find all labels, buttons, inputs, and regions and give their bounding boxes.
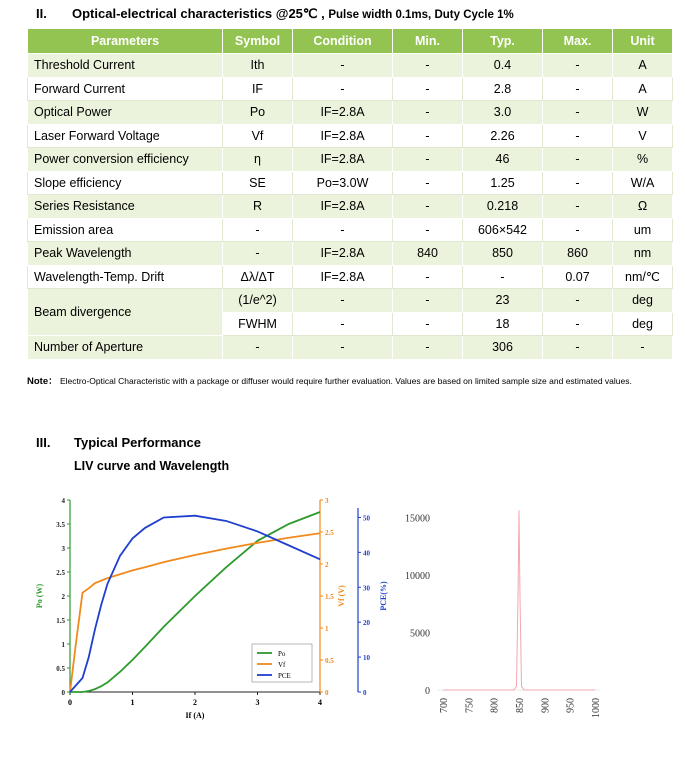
param-cell: Wavelength-Temp. Drift <box>28 265 223 289</box>
condition-cell: IF=2.8A <box>293 101 393 125</box>
y-tick-label: 4 <box>61 497 65 505</box>
legend-label: Po <box>278 650 286 658</box>
header-cell: Parameters <box>28 29 223 54</box>
x-axis-label: If (A) <box>185 711 205 720</box>
min-cell: - <box>393 77 463 101</box>
condition-cell: IF=2.8A <box>293 148 393 172</box>
min-cell: - <box>393 336 463 360</box>
max-cell: - <box>543 289 613 313</box>
y-tick-label: 5000 <box>410 628 430 640</box>
x-tick-label: 800 <box>489 698 501 713</box>
typ-cell: - <box>463 265 543 289</box>
unit-cell: A <box>613 54 673 78</box>
unit-cell: nm/℃ <box>613 265 673 289</box>
symbol-cell: Vf <box>223 124 293 148</box>
condition-cell: - <box>293 289 393 313</box>
min-cell: 840 <box>393 242 463 266</box>
condition-cell: IF=2.8A <box>293 242 393 266</box>
symbol-cell: - <box>223 242 293 266</box>
section-2-subtitle: Pulse width 0.1ms, Duty Cycle 1% <box>328 9 514 21</box>
min-cell: - <box>393 54 463 78</box>
param-cell: Slope efficiency <box>28 171 223 195</box>
table-row <box>28 218 673 242</box>
x-tick-label: 1000 <box>590 698 602 718</box>
max-cell: - <box>543 195 613 219</box>
note-text: Electro-Optical Characteristic with a package or diffuser would require further evaluation. Values are based on limited sample size and estimated values. <box>60 376 632 386</box>
symbol-cell: R <box>223 195 293 219</box>
section-2-title <box>36 6 514 22</box>
spectrum-line <box>443 510 595 690</box>
condition-cell: IF=2.8A <box>293 124 393 148</box>
min-cell: - <box>393 171 463 195</box>
max-cell: - <box>543 148 613 172</box>
symbol-cell: - <box>223 218 293 242</box>
liv-chart <box>30 492 388 732</box>
unit-cell: nm <box>613 242 673 266</box>
unit-cell: Ω <box>613 195 673 219</box>
symbol-cell: Δλ/ΔT <box>223 265 293 289</box>
legend-label: PCE <box>278 672 291 680</box>
max-cell: 0.07 <box>543 265 613 289</box>
x-tick-label: 3 <box>255 698 260 707</box>
typ-cell: 46 <box>463 148 543 172</box>
section-3-title <box>36 435 201 450</box>
condition-cell: IF=2.8A <box>293 195 393 219</box>
min-cell: - <box>393 101 463 125</box>
section-3-number: III. <box>36 435 51 450</box>
characteristics-table <box>27 28 673 360</box>
table-row <box>28 289 673 313</box>
y-tick-label: 0 <box>425 686 430 697</box>
max-cell: - <box>543 171 613 195</box>
y-axis-label: PCE(%) <box>379 581 388 611</box>
header-cell: Max. <box>543 29 613 54</box>
max-cell: - <box>543 218 613 242</box>
x-tick-label: 850 <box>515 698 526 713</box>
typ-cell: 3.0 <box>463 101 543 125</box>
symbol-cell: (1/e^2) <box>223 289 293 313</box>
typ-cell: 0.4 <box>463 54 543 78</box>
unit-cell: W/A <box>613 171 673 195</box>
table-row <box>28 54 673 78</box>
y-tick-label: 2.5 <box>325 529 334 537</box>
header-cell: Typ. <box>463 29 543 54</box>
x-tick-label: 4 <box>318 698 322 707</box>
max-cell: - <box>543 54 613 78</box>
y-tick-label: 1.5 <box>56 617 65 625</box>
param-cell: Peak Wavelength <box>28 242 223 266</box>
typ-cell: 2.26 <box>463 124 543 148</box>
symbol-cell: IF <box>223 77 293 101</box>
param-cell: Emission area <box>28 218 223 242</box>
typ-cell: 306 <box>463 336 543 360</box>
section-2-heading: Optical-electrical characteristics @25℃ , <box>72 6 325 21</box>
y-tick-label: 2 <box>325 561 329 569</box>
max-cell: - <box>543 101 613 125</box>
y-tick-label: 20 <box>363 619 370 628</box>
y-tick-label: 0 <box>61 689 65 697</box>
header-cell: Condition <box>293 29 393 54</box>
typ-cell: 850 <box>463 242 543 266</box>
condition-cell: - <box>293 336 393 360</box>
section-3-heading: Typical Performance <box>74 435 201 450</box>
section-2-number: II. <box>36 6 47 21</box>
x-tick-label: 750 <box>464 698 476 713</box>
unit-cell: A <box>613 77 673 101</box>
symbol-cell: FWHM <box>223 312 293 336</box>
y-tick-label: 30 <box>363 584 370 593</box>
y-tick-label: 10 <box>363 654 370 663</box>
max-cell: - <box>543 312 613 336</box>
section-3-subtitle: LIV curve and Wavelength <box>74 459 230 473</box>
symbol-cell: η <box>223 148 293 172</box>
condition-cell: Po=3.0W <box>293 171 393 195</box>
wavelength-chart <box>390 492 630 732</box>
param-cell: Power conversion efficiency <box>28 148 223 172</box>
table-row <box>28 336 673 360</box>
y-tick-label: 1 <box>61 641 65 649</box>
param-cell: Laser Forward Voltage <box>28 124 223 148</box>
condition-cell: - <box>293 77 393 101</box>
legend-label: Vf <box>278 661 286 669</box>
min-cell: - <box>393 218 463 242</box>
y-tick-label: 2 <box>61 593 65 601</box>
symbol-cell: SE <box>223 171 293 195</box>
x-tick-label: 1 <box>130 698 135 707</box>
max-cell: - <box>543 124 613 148</box>
table-header-row <box>28 29 673 54</box>
table-row <box>28 101 673 125</box>
y-tick-label: 50 <box>363 514 370 523</box>
symbol-cell: Po <box>223 101 293 125</box>
min-cell: - <box>393 195 463 219</box>
table-body <box>28 54 673 360</box>
unit-cell: V <box>613 124 673 148</box>
y-tick-label: 15000 <box>405 513 430 525</box>
note-label: Note： <box>27 376 58 387</box>
y-tick-label: 1 <box>325 625 329 633</box>
y-tick-label: 0 <box>363 689 367 697</box>
typ-cell: 606×542 <box>463 218 543 242</box>
x-tick-label: 950 <box>565 698 577 713</box>
unit-cell: deg <box>613 289 673 313</box>
y-tick-label: 3 <box>61 545 65 553</box>
max-cell: - <box>543 77 613 101</box>
param-cell: Optical Power <box>28 101 223 125</box>
header-cell: Symbol <box>223 29 293 54</box>
y-tick-label: 2.5 <box>56 569 65 577</box>
unit-cell: deg <box>613 312 673 336</box>
param-cell: Number of Aperture <box>28 336 223 360</box>
table-row <box>28 124 673 148</box>
typ-cell: 0.218 <box>463 195 543 219</box>
table-row <box>28 171 673 195</box>
max-cell: - <box>543 336 613 360</box>
condition-cell: IF=2.8A <box>293 265 393 289</box>
unit-cell: - <box>613 336 673 360</box>
x-tick-label: 0 <box>68 698 72 707</box>
y-tick-label: 10000 <box>405 570 430 582</box>
y-tick-label: 0.5 <box>325 657 334 665</box>
header-cell: Unit <box>613 29 673 54</box>
y-tick-label: 40 <box>363 549 370 558</box>
symbol-cell: Ith <box>223 54 293 78</box>
symbol-cell: - <box>223 336 293 360</box>
min-cell: - <box>393 124 463 148</box>
min-cell: - <box>393 289 463 313</box>
x-tick-label: 2 <box>193 698 197 707</box>
unit-cell: % <box>613 148 673 172</box>
min-cell: - <box>393 312 463 336</box>
table-row <box>28 148 673 172</box>
table-row <box>28 265 673 289</box>
header-cell: Min. <box>393 29 463 54</box>
x-tick-label: 900 <box>540 698 552 713</box>
param-cell: Forward Current <box>28 77 223 101</box>
min-cell: - <box>393 148 463 172</box>
table-row <box>28 195 673 219</box>
table-row <box>28 77 673 101</box>
param-cell: Series Resistance <box>28 195 223 219</box>
y-tick-label: 1.5 <box>325 593 334 601</box>
y-axis-label: Vf (V) <box>337 585 346 607</box>
x-tick-label: 700 <box>439 698 451 713</box>
param-cell: Threshold Current <box>28 54 223 78</box>
min-cell: - <box>393 265 463 289</box>
typ-cell: 2.8 <box>463 77 543 101</box>
param-cell: Beam divergence <box>28 289 223 336</box>
unit-cell: W <box>613 101 673 125</box>
typ-cell: 18 <box>463 312 543 336</box>
condition-cell: - <box>293 54 393 78</box>
y-tick-label: 3.5 <box>56 521 65 529</box>
typ-cell: 23 <box>463 289 543 313</box>
unit-cell: um <box>613 218 673 242</box>
table-row <box>28 242 673 266</box>
y-tick-label: 0 <box>325 689 329 697</box>
y-tick-label: 0.5 <box>56 665 65 673</box>
y-axis-label: Po (W) <box>35 583 44 609</box>
note <box>27 368 657 395</box>
max-cell: 860 <box>543 242 613 266</box>
condition-cell: - <box>293 218 393 242</box>
condition-cell: - <box>293 312 393 336</box>
typ-cell: 1.25 <box>463 171 543 195</box>
y-tick-label: 3 <box>325 497 329 505</box>
